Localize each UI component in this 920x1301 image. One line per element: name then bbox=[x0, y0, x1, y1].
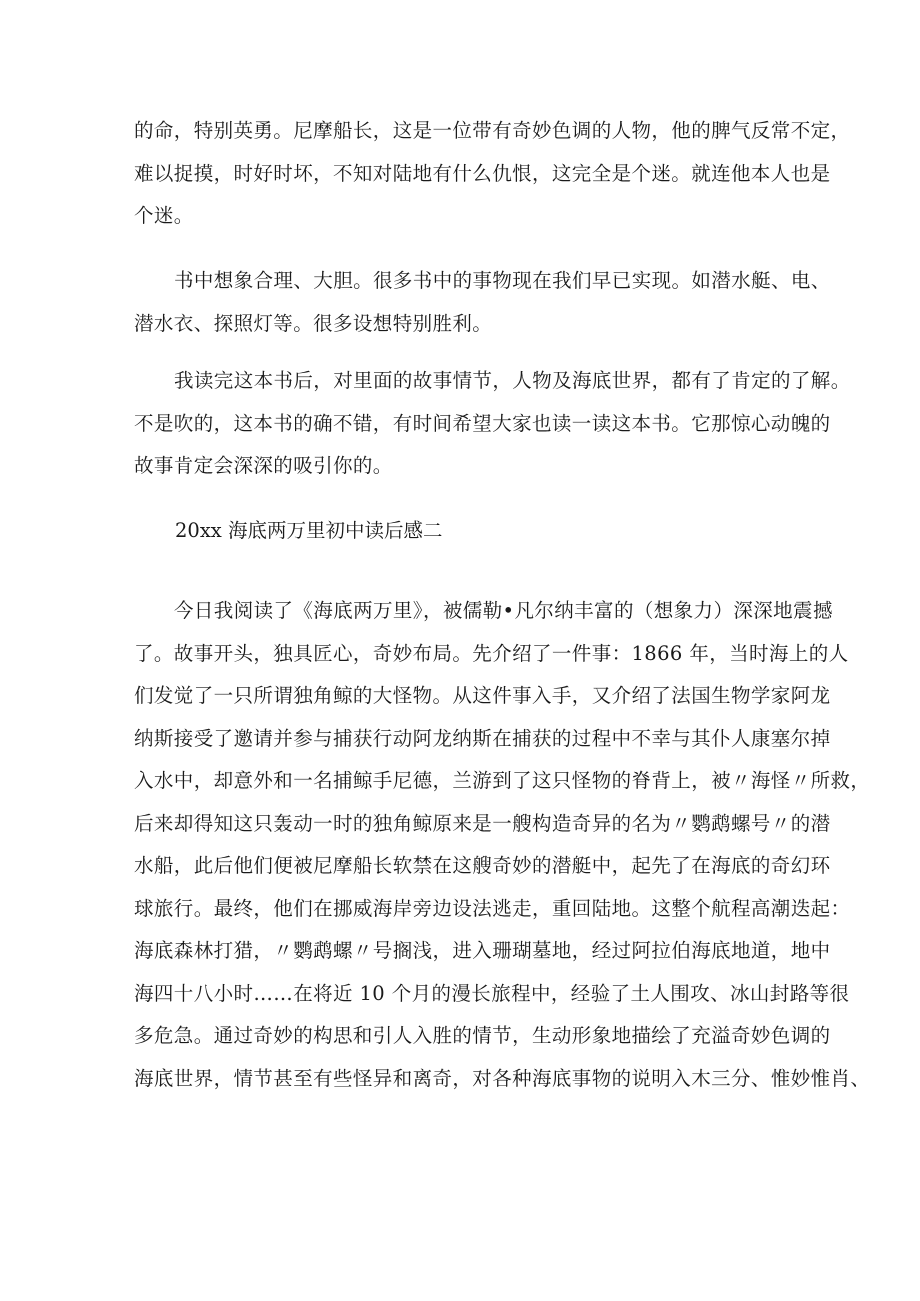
paragraph-line: 难以捉摸，时好时坏，不知对陆地有什么仇恨，这完全是个迷。就连他本人也是 bbox=[134, 161, 831, 185]
paragraph-line: 潜水衣、探照灯等。很多设想特别胜利。 bbox=[134, 311, 493, 335]
paragraph-2 bbox=[134, 260, 831, 345]
paragraph-line: 书中想象合理、大胆。很多书中的事物现在我们早已实现。如潜水艇、电、 bbox=[174, 269, 831, 292]
paragraph-line: 海底世界，情节甚至有些怪异和离奇，对各种海底事物的说明入木三分、惟妙惟肖、 bbox=[134, 1066, 871, 1090]
paragraph-line: 水船，此后他们便被尼摩船长软禁在这艘奇妙的潜艇中，起先了在海底的奇幻环 bbox=[134, 854, 831, 877]
paragraph-line: 后来却得知这只轰动一时的独角鲸原来是一艘构造奇异的名为〃鹦鹉螺号〃的潜 bbox=[134, 811, 831, 835]
paragraph-3 bbox=[134, 360, 851, 488]
paragraph-line: 的命，特别英勇。尼摩船长，这是一位带有奇妙色调的人物，他的脾气反常不定， bbox=[134, 119, 851, 142]
section-heading: 20xx 海底两万里初中读后感二 bbox=[175, 519, 443, 542]
paragraph-line: 个迷。 bbox=[134, 204, 194, 227]
paragraph-line: 海四十八小时……在将近 10 个月的漫长旅程中，经验了土人围攻、冰山封路等很 bbox=[134, 981, 850, 1005]
paragraph-1 bbox=[134, 110, 851, 238]
paragraph-line: 球旅行。最终，他们在挪威海岸旁边设法逃走，重回陆地。这整个航程高潮迭起： bbox=[134, 896, 851, 920]
paragraph-line: 我读完这本书后，对里面的故事情节，人物及海底世界，都有了肯定的了解。 bbox=[174, 369, 851, 392]
paragraph-line: 了。故事开头，独具匠心，奇妙布局。先介绍了一件事：1866 年，当时海上的人 bbox=[134, 641, 849, 665]
paragraph-line: 入水中，却意外和一名捕鲸手尼德，兰游到了这只怪物的脊背上，被〃海怪〃所救， bbox=[134, 769, 871, 792]
paragraph-line: 不是吹的，这本书的确不错，有时间希望大家也读一读这本书。它那惊心动魄的 bbox=[134, 411, 831, 435]
paragraph-line: 故事肯定会深深的吸引你的。 bbox=[134, 454, 393, 477]
paragraph-line: 纳斯接受了邀请并参与捕获行动阿龙纳斯在捕获的过程中不幸与其仆人康塞尔掉 bbox=[134, 726, 831, 750]
essay-paragraph bbox=[134, 590, 871, 1100]
paragraph-line: 们发觉了一只所谓独角鲸的大怪物。从这件事入手，又介绍了法国生物学家阿龙 bbox=[134, 684, 831, 707]
paragraph-line: 多危急。通过奇妙的构思和引人入胜的情节，生动形象地描绘了充溢奇妙色调的 bbox=[134, 1024, 831, 1047]
paragraph-line: 海底森林打猎，〃鹦鹉螺〃号搁浅，进入珊瑚墓地，经过阿拉伯海底地道，地中 bbox=[134, 939, 831, 962]
paragraph-line: 今日我阅读了《海底两万里》，被儒勒•凡尔纳丰富的（想象力）深深地震撼 bbox=[174, 599, 833, 622]
